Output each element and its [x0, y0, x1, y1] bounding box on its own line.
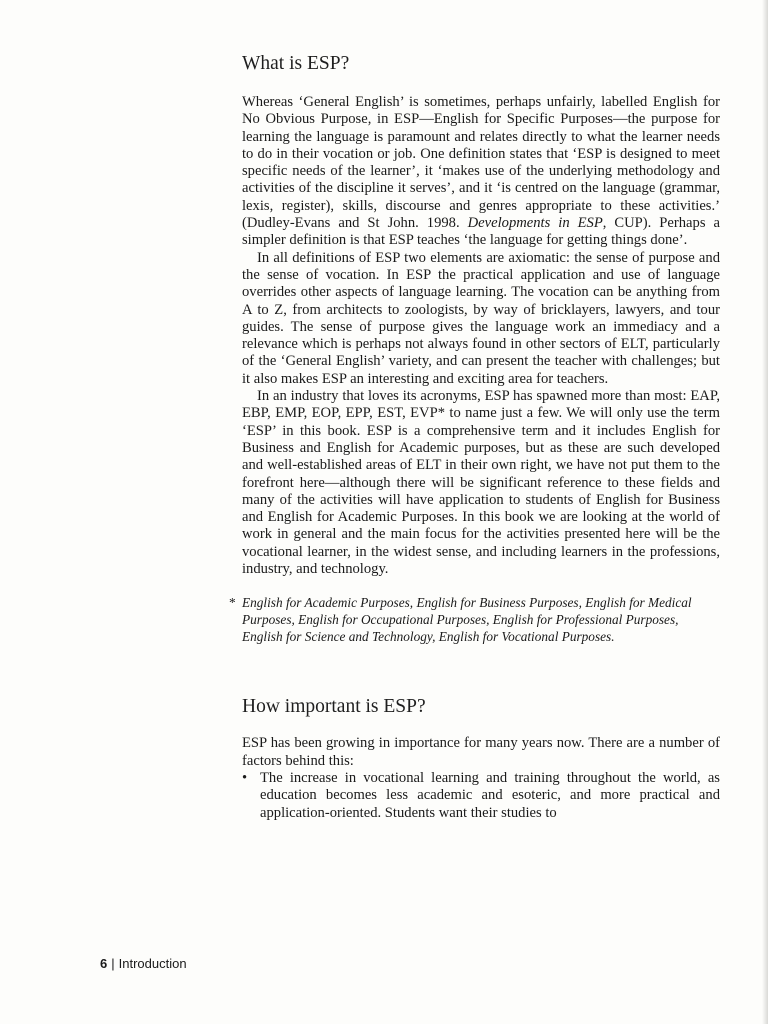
page-footer [100, 956, 187, 971]
footnote-text: English for Academic Purposes, English for Business Purposes, English for Medical Purposes, English for Occupational Purposes, English for Professional Purposes, English for Science and Technology, English for Vocational Purposes. [242, 595, 692, 645]
bullet-item [242, 770, 720, 822]
paragraph-1-text-a: Whereas ‘General English’ is sometimes, perhaps unfairly, labelled English for No Obvious Purpose, in ESP—English for Specific Purposes—the purpose for learning the language is paramount and relates directly to what the learner needs to do in their vocation or job. One definition states that ‘ESP is designed to meet specific needs of the learner’, it ‘makes use of the underlying methodology and activities of the discipline it serves’, and it ‘is centred on the language (grammar, lexis, register), skills, discourse and genres appropriate to these activities.’ (Dudley-Evans and St John. 1998. [242, 94, 720, 232]
paragraph-1-book-title: Developments in ESP [467, 215, 603, 232]
page-edge-shadow [762, 0, 768, 1024]
footnote [229, 594, 720, 645]
paragraph-intro: ESP has been growing in importance for many years now. There are a number of factors behind this: [242, 735, 720, 769]
section-heading-how-important: How important is ESP? [242, 696, 426, 718]
footer-separator: | [111, 956, 115, 971]
section-heading-what-is-esp: What is ESP? [242, 53, 350, 74]
page-number: 6 [100, 956, 108, 971]
bullet-icon: • [242, 769, 248, 786]
paragraph-1-text-b: , CUP). Perhaps a simpler definition is that ESP teaches ‘the language for getting things done’. [242, 215, 720, 249]
footer-section-title: Introduction [118, 956, 187, 971]
text-column [229, 52, 720, 822]
footnote-marker: * [229, 595, 236, 611]
paragraph-3: In an industry that loves its acronyms, ESP has spawned more than most: EAP, EBP, EMP, EOP, EPP, EST, EVP* to name just a few. We will only use the term ‘ESP’ in this book. ESP is a comprehensive term and it includes English for Business and English for Academic purposes, but as these are such developed and well-established areas of ELT in their own right, we have not put them to the forefront here—although there will be significant reference to these fields and many of the activities will have application to students of English for Business and English for Academic Purposes. In this book we are looking at the world of work in general and the main focus for the activities presented here will be the vocational learner, in the widest sense, and including learners in the professions, industry, and technology. [242, 388, 720, 578]
bullet-list [242, 770, 720, 822]
paragraph-1 [242, 94, 720, 250]
paragraph-2: In all definitions of ESP two elements are axiomatic: the sense of purpose and the sense of vocation. In ESP the practical application and use of language overrides other aspects of language learning. The vocation can be anything from A to Z, from architects to zoologists, by way of bricklayers, lawyers, and tour guides. The sense of purpose gives the language work an immediacy and a relevance which is perhaps not always found in other sectors of ELT, particularly of the ‘General English’ variety, and can present the teacher with challenges; but it also makes ESP an interesting and exciting area for teachers. [242, 249, 720, 387]
bullet-item-text: The increase in vocational learning and training throughout the world, as education becomes less academic and esoteric, and more practical and application-oriented. Students want their studies to [260, 769, 720, 821]
